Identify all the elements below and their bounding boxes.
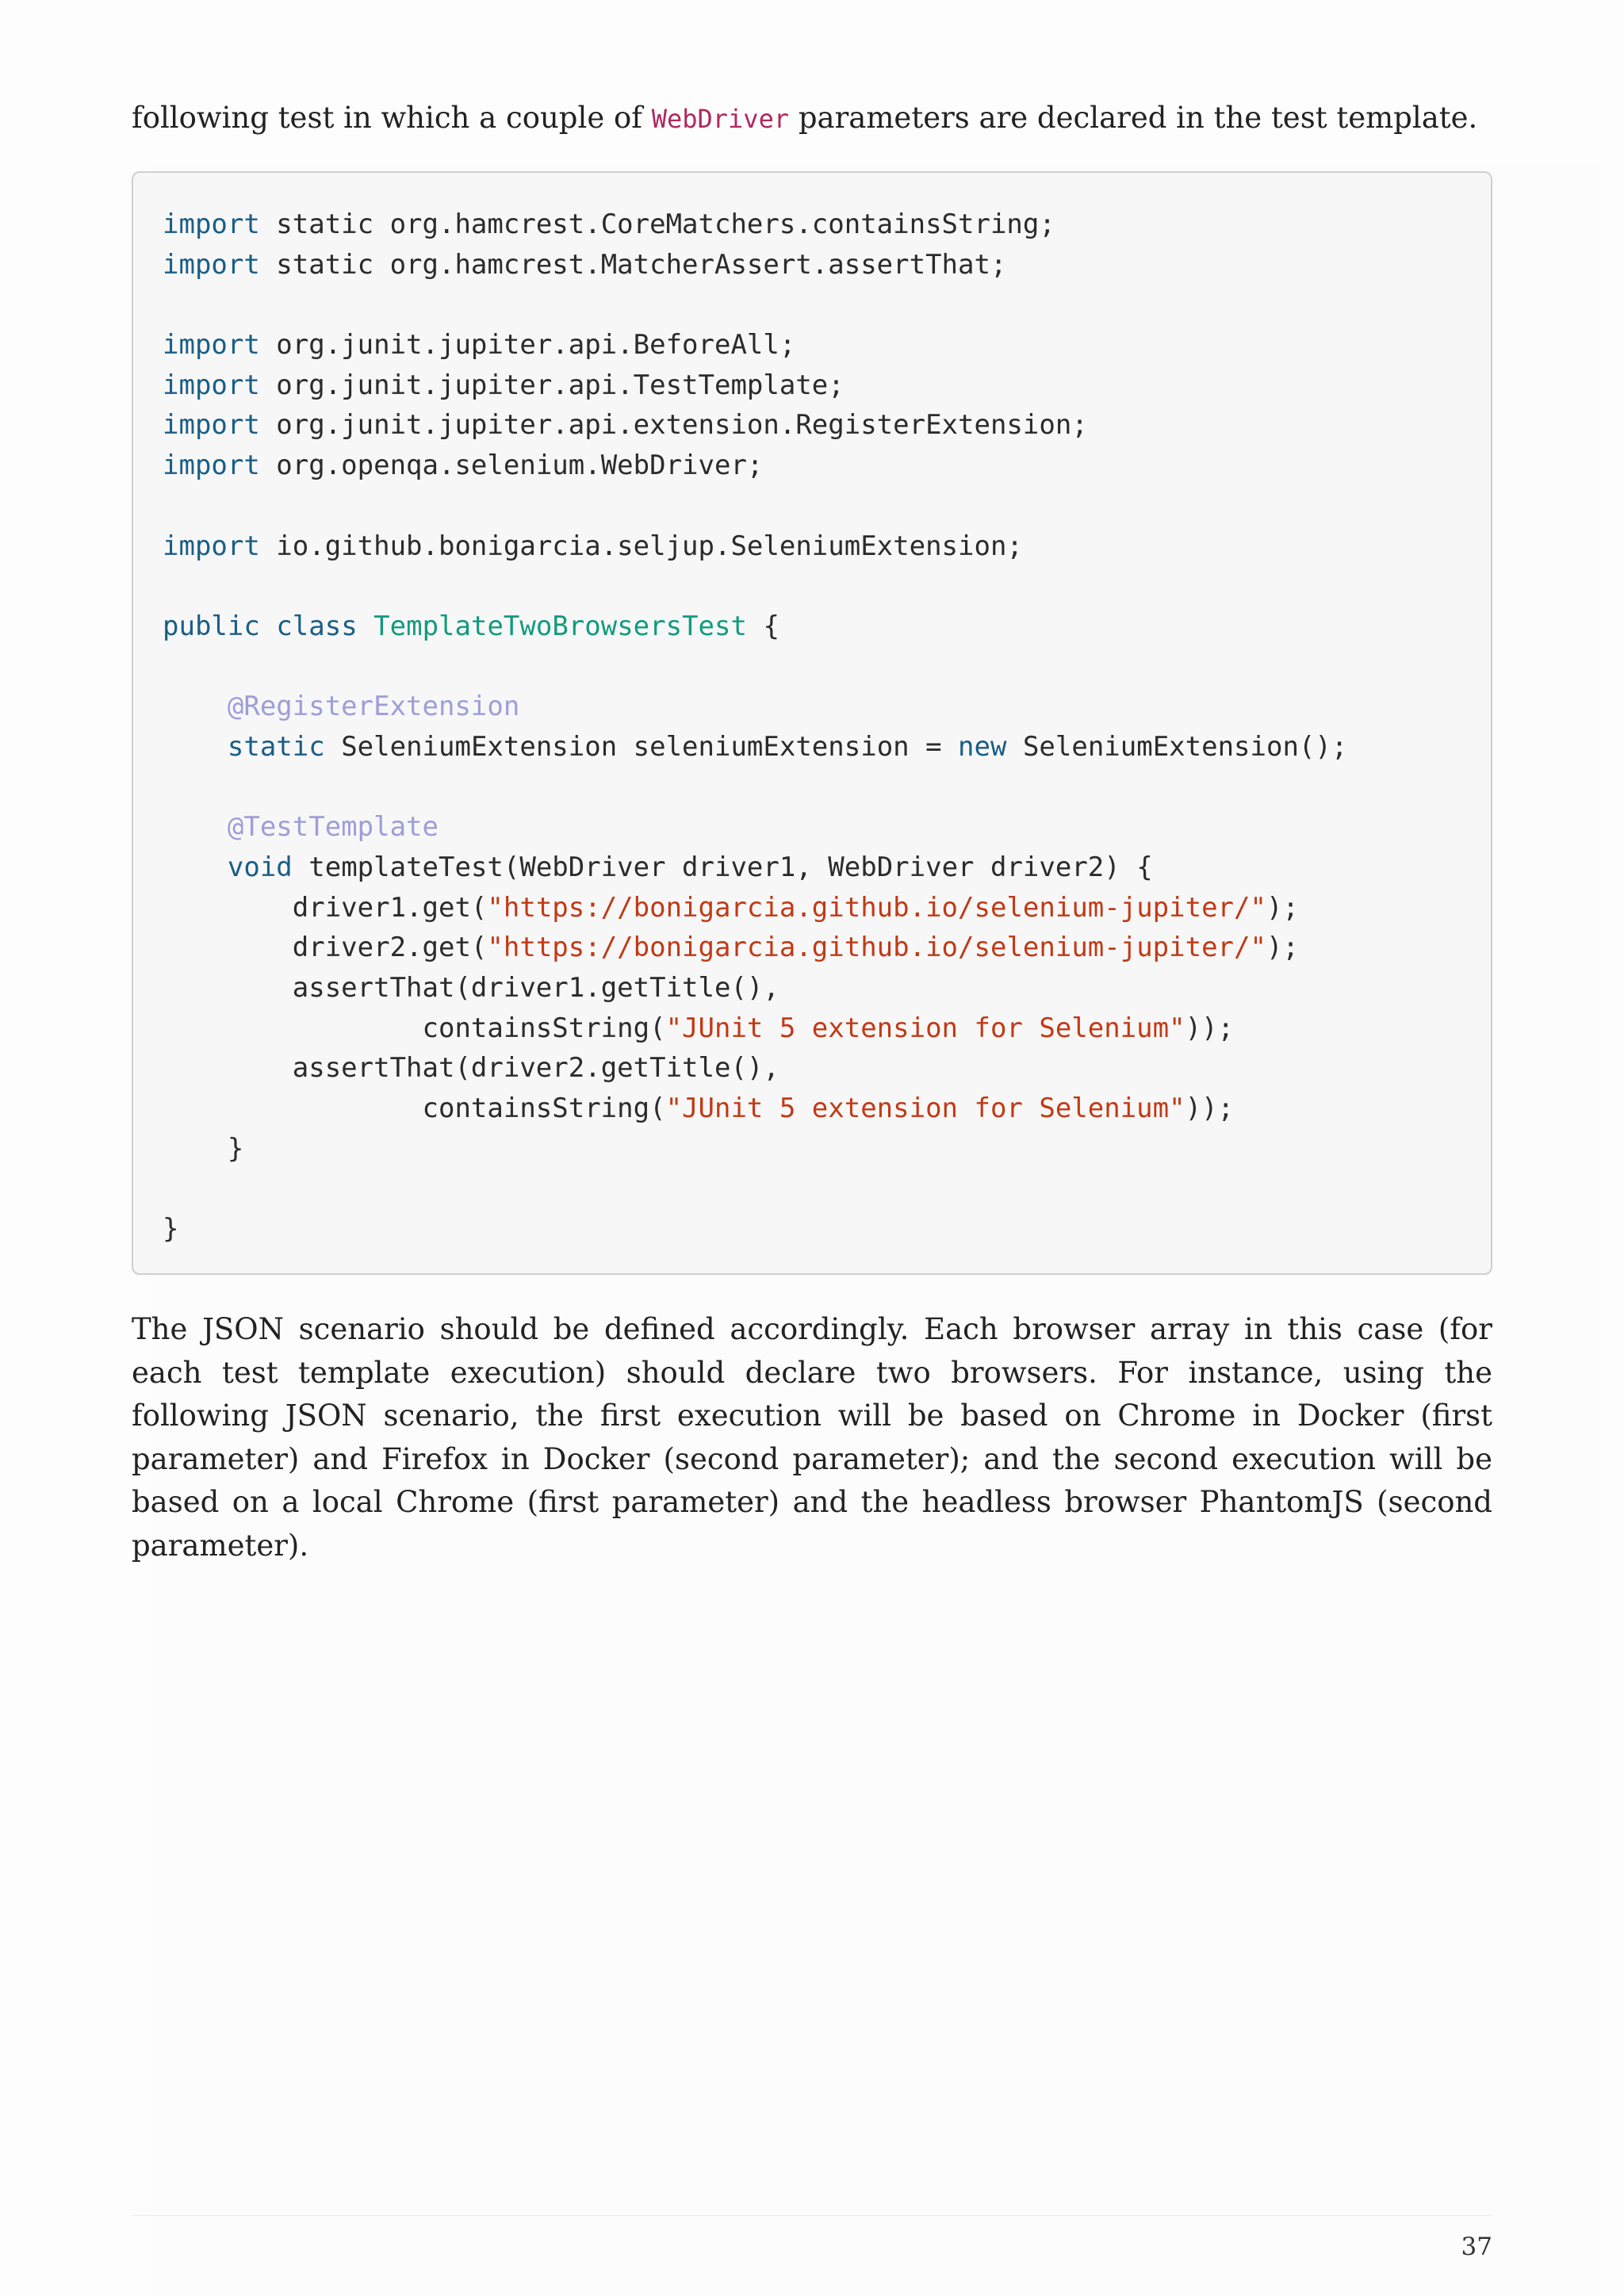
keyword: void xyxy=(227,851,293,883)
string-literal: "JUnit 5 extension for Selenium" xyxy=(665,1012,1185,1044)
code-text: SeleniumExtension seleniumExtension = xyxy=(324,730,959,763)
code-line-5 xyxy=(163,365,1347,406)
code-line-15 xyxy=(163,767,1347,808)
keyword: import xyxy=(163,248,260,281)
code-block xyxy=(132,171,1492,1275)
class-name: TemplateTwoBrowsersTest xyxy=(373,610,747,642)
code-line-3 xyxy=(163,285,1347,325)
inline-code-webdriver: WebDriver xyxy=(651,104,790,134)
keyword: import xyxy=(163,409,260,442)
code-text: ); xyxy=(1266,891,1299,924)
code-line-13 xyxy=(163,687,1347,727)
code-text: io.github.bonigarcia.seljup.SeleniumExtension; xyxy=(259,530,1023,562)
code-line-14 xyxy=(163,727,1347,767)
code-line-22 xyxy=(163,1048,1347,1089)
code-line-24 xyxy=(163,1129,1347,1169)
code-text: static org.hamcrest.CoreMatchers.containsString; xyxy=(259,209,1055,240)
keyword: import xyxy=(163,329,260,362)
code-line-7 xyxy=(163,446,1347,486)
code-line-11 xyxy=(163,607,1347,647)
code-line-1 xyxy=(163,205,1347,245)
code-text: templateTest(WebDriver driver1, WebDriver driver2) { xyxy=(292,851,1153,883)
keyword: import xyxy=(163,209,260,240)
code-line-25 xyxy=(163,1169,1347,1210)
body-paragraph: The JSON scenario should be defined accordingly. Each browser array in this case (for each test template execution) should declare two browsers. For instance, using the following JSON scenario, the first execution will be based on Chrome in Docker (first parameter) and Firefox in Docker (second parameter); and the second execution will be based on a local Chrome (first parameter) and the headless browser PhantomJS (second parameter). xyxy=(132,1312,1492,1563)
string-literal: "https://bonigarcia.github.io/selenium-jupiter/" xyxy=(487,932,1266,964)
keyword: static xyxy=(227,730,325,763)
code-text: )); xyxy=(1185,1093,1235,1125)
keyword: class xyxy=(276,610,358,642)
code-text: assertThat(driver1.getTitle(), xyxy=(292,972,779,1004)
code-text: org.openqa.selenium.WebDriver; xyxy=(259,450,764,482)
code-text: )); xyxy=(1185,1012,1235,1044)
code-text: static org.hamcrest.MatcherAssert.assertThat; xyxy=(259,248,1007,281)
code-text: ); xyxy=(1266,932,1299,964)
code-line-19 xyxy=(163,928,1347,968)
code-line-4 xyxy=(163,325,1347,365)
code-line-12 xyxy=(163,647,1347,687)
code-text: SeleniumExtension(); xyxy=(1006,730,1348,763)
code-line-6 xyxy=(163,405,1347,446)
code-listing xyxy=(163,205,1347,1249)
code-line-9 xyxy=(163,526,1347,567)
annotation: @RegisterExtension xyxy=(227,691,520,723)
code-text: driver1.get( xyxy=(292,891,488,924)
code-line-18 xyxy=(163,888,1347,928)
page-number: 37 xyxy=(1461,2233,1492,2261)
string-literal: "JUnit 5 extension for Selenium" xyxy=(665,1093,1185,1125)
intro-paragraph xyxy=(132,97,1496,140)
code-line-16 xyxy=(163,807,1347,848)
code-line-17 xyxy=(163,848,1347,888)
intro-text-before: following test in which a couple of xyxy=(132,101,652,135)
keyword: import xyxy=(163,530,260,562)
code-text: org.junit.jupiter.api.BeforeAll; xyxy=(259,329,796,362)
keyword: import xyxy=(163,450,260,482)
code-line-10 xyxy=(163,566,1347,607)
code-text: org.junit.jupiter.api.TestTemplate; xyxy=(259,369,845,401)
keyword: public xyxy=(163,610,260,642)
code-line-2 xyxy=(163,245,1347,285)
keyword: new xyxy=(958,730,1007,763)
code-line-23 xyxy=(163,1089,1347,1129)
code-text: containsString( xyxy=(422,1093,666,1125)
code-text: containsString( xyxy=(422,1012,666,1044)
intro-text-after: parameters are declared in the test template. xyxy=(789,101,1478,135)
string-literal: "https://bonigarcia.github.io/selenium-jupiter/" xyxy=(487,891,1266,924)
closing-brace: } xyxy=(227,1132,244,1165)
annotation: @TestTemplate xyxy=(227,811,439,844)
closing-brace: } xyxy=(163,1213,179,1246)
code-text: assertThat(driver2.getTitle(), xyxy=(292,1052,779,1085)
code-line-20 xyxy=(163,968,1347,1008)
code-text: { xyxy=(746,610,779,642)
code-text: org.junit.jupiter.api.extension.RegisterExtension; xyxy=(259,409,1088,442)
code-line-21 xyxy=(163,1008,1347,1049)
code-line-26 xyxy=(163,1209,1347,1249)
code-line-8 xyxy=(163,486,1347,526)
code-text: driver2.get( xyxy=(292,932,488,964)
keyword: import xyxy=(163,369,260,401)
footer-divider xyxy=(132,2215,1492,2216)
